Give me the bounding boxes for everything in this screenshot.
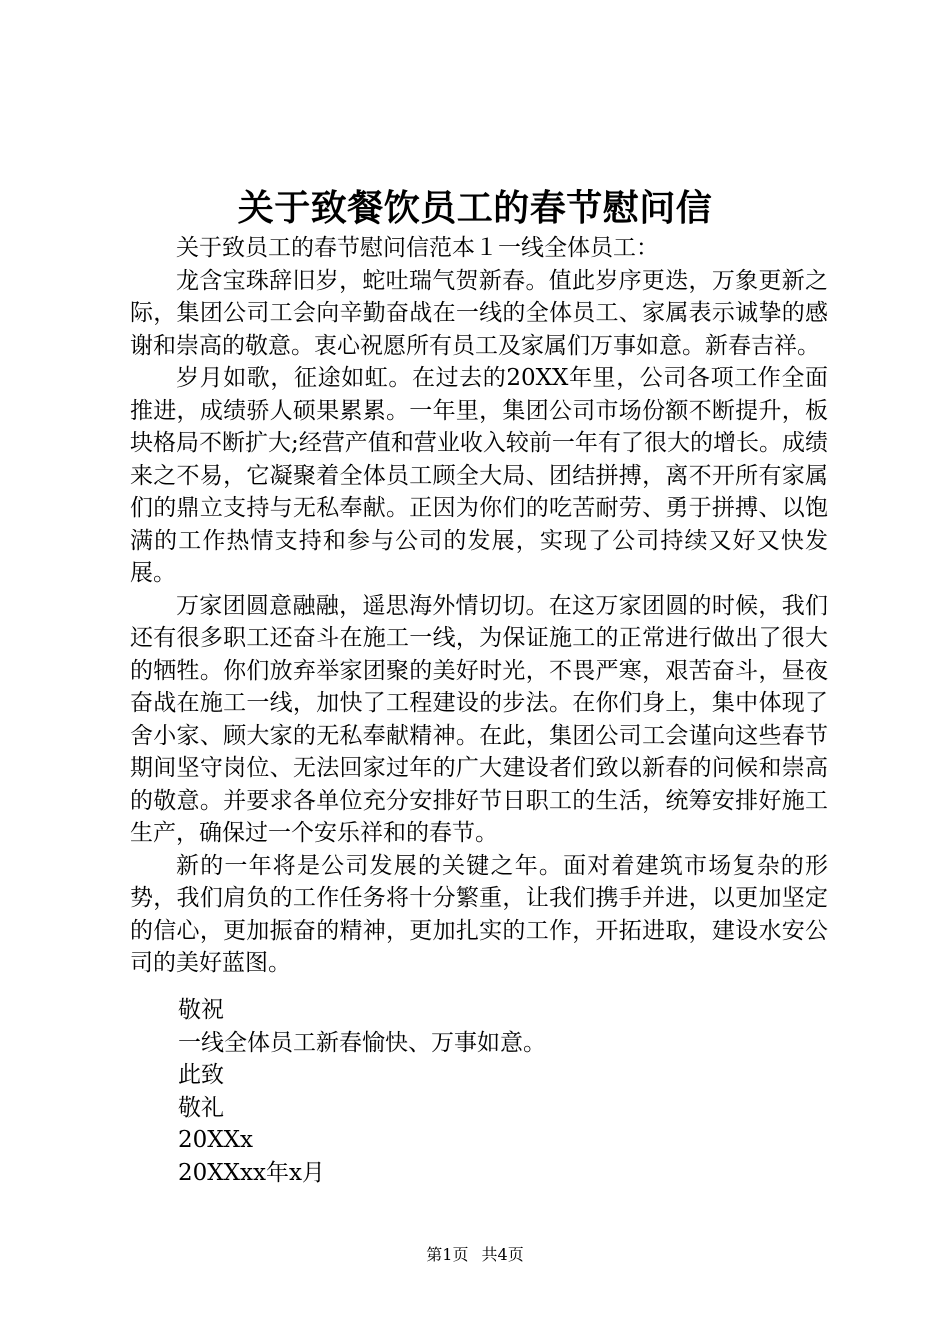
paragraph-greeting: 龙含宝珠辞旧岁，蛇吐瑞气贺新春。值此岁序更迭，万象更新之际，集团公司工会向辛勤奋战在一线的全体员工、家属表示诚挚的感谢和崇高的敬意。衷心祝愿所有员工及家属们万事如意。新春吉祥。 bbox=[130, 267, 828, 359]
page-number: 第1页 bbox=[426, 1245, 469, 1264]
paragraph-intro: 关于致员工的春节慰问信范本１一线全体员工： bbox=[176, 235, 659, 261]
paragraph-frontline: 万家团圆意融融，遥思海外情切切。在这万家团圆的时候，我们还有很多职工还奋斗在施工一线，为保证施工的正常进行做出了很大的牺牲。你们放弃举家团聚的美好时光，不畏严寒，艰苦奋斗，昼夜奋战在施工一线，加快了工程建设的步法。在你们身上，集中体现了舍小家、顾大家的无私奉献精神。在此，集团公司工会谨向这些春节期间坚守岗位、无法回家过年的广大建设者们致以新春的问候和崇高的敬意。并要求各单位充分安排好节日职工的生活，统筹安排好施工生产，确保过一个安乐祥和的春节。 bbox=[130, 592, 828, 846]
page-footer bbox=[0, 1245, 950, 1265]
paragraph-new-year: 新的一年将是公司发展的关键之年。面对着建筑市场复杂的形势，我们肩负的工作任务将十分繁重，让我们携手并进，以更加坚定的信心，更加振奋的精神，更加扎实的工作，开拓进取，建设水安公司的美好蓝图。 bbox=[130, 852, 828, 976]
closing-line: 一线全体员工新春愉快、万事如意。 bbox=[178, 1029, 546, 1056]
closing-line: 敬礼 bbox=[178, 1094, 224, 1121]
closing-line: 20XXx bbox=[178, 1127, 253, 1153]
closing-line: 此致 bbox=[178, 1062, 224, 1088]
paragraph-achievements: 岁月如歌，征途如虹。在过去的20XX年里，公司各项工作全面推进，成绩骄人硕果累累。一年里，集团公司市场份额不断提升，板块格局不断扩大;经营产值和营业收入较前一年有了很大的增长。成绩来之不易，它凝聚着全体员工顾全大局、团结拼搏，离不开所有家属们的鼎立支持与无私奉献。正因为你们的吃苦耐劳、勇于拼搏、以饱满的工作热情支持和参与公司的发展，实现了公司持续又好又快发展。 bbox=[130, 365, 828, 586]
closing-line: 敬祝 bbox=[178, 997, 224, 1023]
closing-date: 20XXxx年x月 bbox=[178, 1159, 325, 1186]
page-total: 共4页 bbox=[481, 1245, 524, 1264]
letter-closing bbox=[178, 994, 828, 1189]
letter-body bbox=[130, 232, 828, 980]
document-title: 关于致餐饮员工的春节慰问信 bbox=[237, 187, 713, 229]
